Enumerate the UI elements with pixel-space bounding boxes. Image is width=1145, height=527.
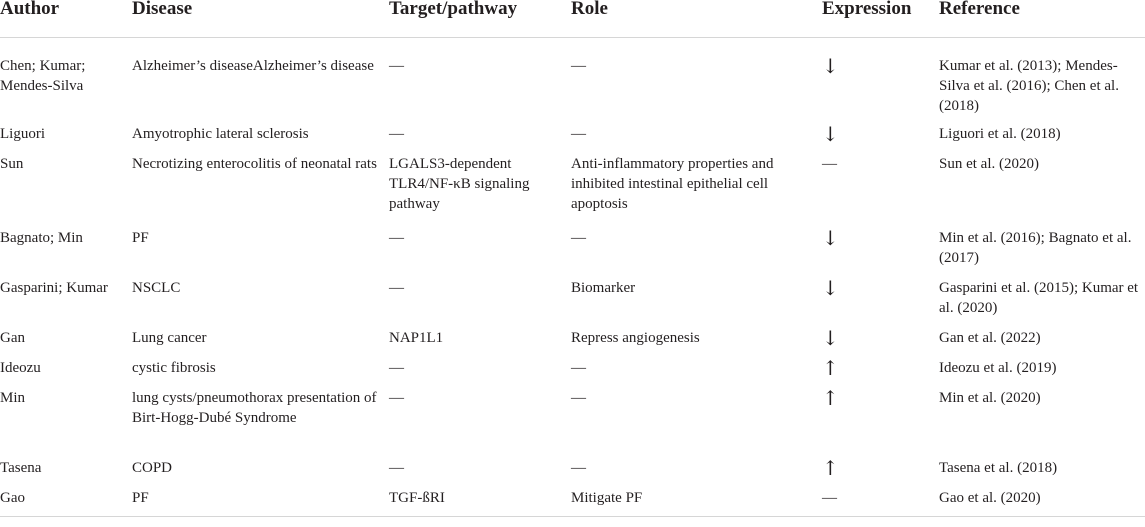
cell-expression	[822, 268, 939, 318]
header-role	[571, 0, 822, 38]
cell-disease-text: Lung cancer	[132, 330, 207, 346]
cell-role-text: —	[571, 230, 586, 246]
expression-arrow-icon: ↓	[822, 326, 839, 350]
cell-reference	[939, 448, 1145, 478]
cell-disease	[132, 348, 389, 378]
cell-role	[571, 146, 822, 218]
cell-target-text: —	[389, 460, 404, 476]
cell-disease	[132, 318, 389, 348]
cell-disease-text: NSCLC	[132, 280, 181, 296]
cell-reference	[939, 478, 1145, 516]
expression-arrow-icon: ↓	[822, 54, 839, 78]
header-disease	[132, 0, 389, 38]
cell-expression	[822, 318, 939, 348]
cell-author-text: Ideozu	[0, 360, 41, 376]
table-row	[0, 378, 1145, 448]
cell-disease-text: Amyotrophic lateral sclerosis	[132, 126, 309, 142]
cell-reference-text: Min et al. (2016); Bagnato et al. (2017)	[939, 230, 1132, 266]
cell-target	[389, 268, 571, 318]
cell-author	[0, 448, 132, 478]
cell-author-text: Tasena	[0, 460, 42, 476]
cell-target	[389, 348, 571, 378]
cell-target	[389, 116, 571, 146]
cell-disease-text: cystic fibrosis	[132, 360, 216, 376]
cell-reference	[939, 378, 1145, 448]
expression-arrow-icon: ↑	[822, 386, 839, 410]
cell-disease-text: Necrotizing enterocolitis of neonatal rats	[132, 156, 377, 172]
cell-author-text: Liguori	[0, 126, 45, 142]
expression-arrow-icon: ↓	[822, 276, 839, 300]
table-row	[0, 348, 1145, 378]
cell-role	[571, 378, 822, 448]
cell-reference	[939, 348, 1145, 378]
cell-reference-text: Kumar et al. (2013); Mendes-Silva et al. (2016); Chen et al. (2018)	[939, 58, 1119, 114]
cell-author	[0, 268, 132, 318]
cell-disease	[132, 146, 389, 218]
cell-expression	[822, 378, 939, 448]
cell-reference	[939, 38, 1145, 117]
cell-role	[571, 478, 822, 516]
header-target-label: Target/pathway	[389, 0, 518, 19]
cell-target-text: —	[389, 58, 404, 74]
cell-role-text: —	[571, 390, 586, 406]
cell-author-text: Gan	[0, 330, 25, 346]
cell-author	[0, 478, 132, 516]
table-row	[0, 38, 1145, 117]
cell-target-text: —	[389, 280, 404, 296]
cell-disease-text: COPD	[132, 460, 173, 476]
cell-target-text: LGALS3-dependent TLR4/NF-κB signaling pathway	[389, 156, 530, 212]
cell-expression	[822, 478, 939, 516]
cell-role	[571, 348, 822, 378]
cell-disease-text: Alzheimer’s diseaseAlzheimer’s disease	[132, 58, 374, 74]
cell-author-text: Gasparini; Kumar	[0, 280, 108, 296]
cell-target-text: —	[389, 230, 404, 246]
expression-arrow-icon: ↓	[822, 122, 839, 146]
cell-disease-text: PF	[132, 230, 149, 246]
table-row	[0, 146, 1145, 218]
header-reference	[939, 0, 1145, 38]
table-row	[0, 448, 1145, 478]
expression-arrow-icon: ↓	[822, 226, 839, 250]
cell-reference-text: Min et al. (2020)	[939, 390, 1041, 406]
cell-expression	[822, 448, 939, 478]
cell-author-text: Min	[0, 390, 26, 406]
header-role-label: Role	[571, 0, 608, 19]
cell-disease	[132, 38, 389, 117]
cell-expression-text: —	[822, 156, 837, 172]
table-row	[0, 218, 1145, 268]
cell-reference-text: Liguori et al. (2018)	[939, 126, 1061, 142]
cell-disease	[132, 378, 389, 448]
cell-disease	[132, 218, 389, 268]
cell-target	[389, 38, 571, 117]
cell-reference	[939, 218, 1145, 268]
cell-role	[571, 268, 822, 318]
cell-disease-text: lung cysts/pneumothorax presentation of Birt-Hogg-Dubé Syndrome	[132, 390, 377, 426]
header-expression-label: Expression	[822, 0, 912, 19]
cell-target-text: NAP1L1	[389, 330, 444, 346]
cell-role	[571, 318, 822, 348]
cell-reference-text: Sun et al. (2020)	[939, 156, 1039, 172]
cell-disease	[132, 116, 389, 146]
cell-author	[0, 146, 132, 218]
cell-target-text: —	[389, 390, 404, 406]
cell-expression	[822, 38, 939, 117]
cell-target	[389, 478, 571, 516]
cell-target	[389, 146, 571, 218]
cell-target	[389, 448, 571, 478]
cell-author-text: Chen; Kumar; Mendes-Silva	[0, 58, 86, 94]
cell-author	[0, 378, 132, 448]
cell-author	[0, 318, 132, 348]
header-reference-label: Reference	[939, 0, 1020, 19]
expression-arrow-icon: ↑	[822, 356, 839, 380]
cell-role-text: —	[571, 460, 586, 476]
cell-target	[389, 378, 571, 448]
cell-reference-text: Tasena et al. (2018)	[939, 460, 1058, 476]
cell-target	[389, 218, 571, 268]
header-expression	[822, 0, 939, 38]
cell-disease	[132, 478, 389, 516]
table-row	[0, 318, 1145, 348]
cell-author-text: Sun	[0, 156, 24, 172]
cell-role	[571, 38, 822, 117]
cell-reference	[939, 268, 1145, 318]
cell-role	[571, 448, 822, 478]
table-row	[0, 478, 1145, 516]
table-row	[0, 268, 1145, 318]
header-author	[0, 0, 132, 38]
cell-author	[0, 116, 132, 146]
cell-target-text: TGF-ßRI	[389, 490, 445, 506]
cell-reference-text: Gasparini et al. (2015); Kumar et al. (2020)	[939, 280, 1139, 316]
cell-reference	[939, 146, 1145, 218]
expression-arrow-icon: ↑	[822, 456, 839, 480]
header-target	[389, 0, 571, 38]
cell-expression	[822, 348, 939, 378]
cell-target-text: —	[389, 126, 404, 142]
cell-role	[571, 218, 822, 268]
cell-disease	[132, 268, 389, 318]
table-body	[0, 38, 1145, 517]
table-header	[0, 0, 1145, 38]
cell-role-text: —	[571, 360, 586, 376]
cell-reference-text: Gao et al. (2020)	[939, 490, 1041, 506]
cell-role-text: Biomarker	[571, 280, 636, 296]
cell-reference	[939, 116, 1145, 146]
cell-expression	[822, 116, 939, 146]
cell-role-text: —	[571, 58, 586, 74]
cell-role-text: —	[571, 126, 586, 142]
cell-reference-text: Gan et al. (2022)	[939, 330, 1041, 346]
cell-role	[571, 116, 822, 146]
table-row	[0, 116, 1145, 146]
cell-disease-text: PF	[132, 490, 149, 506]
cell-expression-text: —	[822, 490, 837, 506]
cell-reference-text: Ideozu et al. (2019)	[939, 360, 1057, 376]
cell-author	[0, 218, 132, 268]
cell-role-text: Anti-inflammatory properties and inhibited intestinal epithelial cell apoptosis	[571, 156, 774, 212]
header-row	[0, 0, 1145, 38]
cell-target-text: —	[389, 360, 404, 376]
cell-expression	[822, 146, 939, 218]
cell-reference	[939, 318, 1145, 348]
cell-author	[0, 348, 132, 378]
cell-disease	[132, 448, 389, 478]
cell-expression	[822, 218, 939, 268]
cell-author-text: Gao	[0, 490, 25, 506]
cell-role-text: Mitigate PF	[571, 490, 643, 506]
cell-role-text: Repress angiogenesis	[571, 330, 700, 346]
cell-target	[389, 318, 571, 348]
cell-author	[0, 38, 132, 117]
cell-author-text: Bagnato; Min	[0, 230, 83, 246]
header-disease-label: Disease	[132, 0, 193, 19]
header-author-label: Author	[0, 0, 60, 19]
